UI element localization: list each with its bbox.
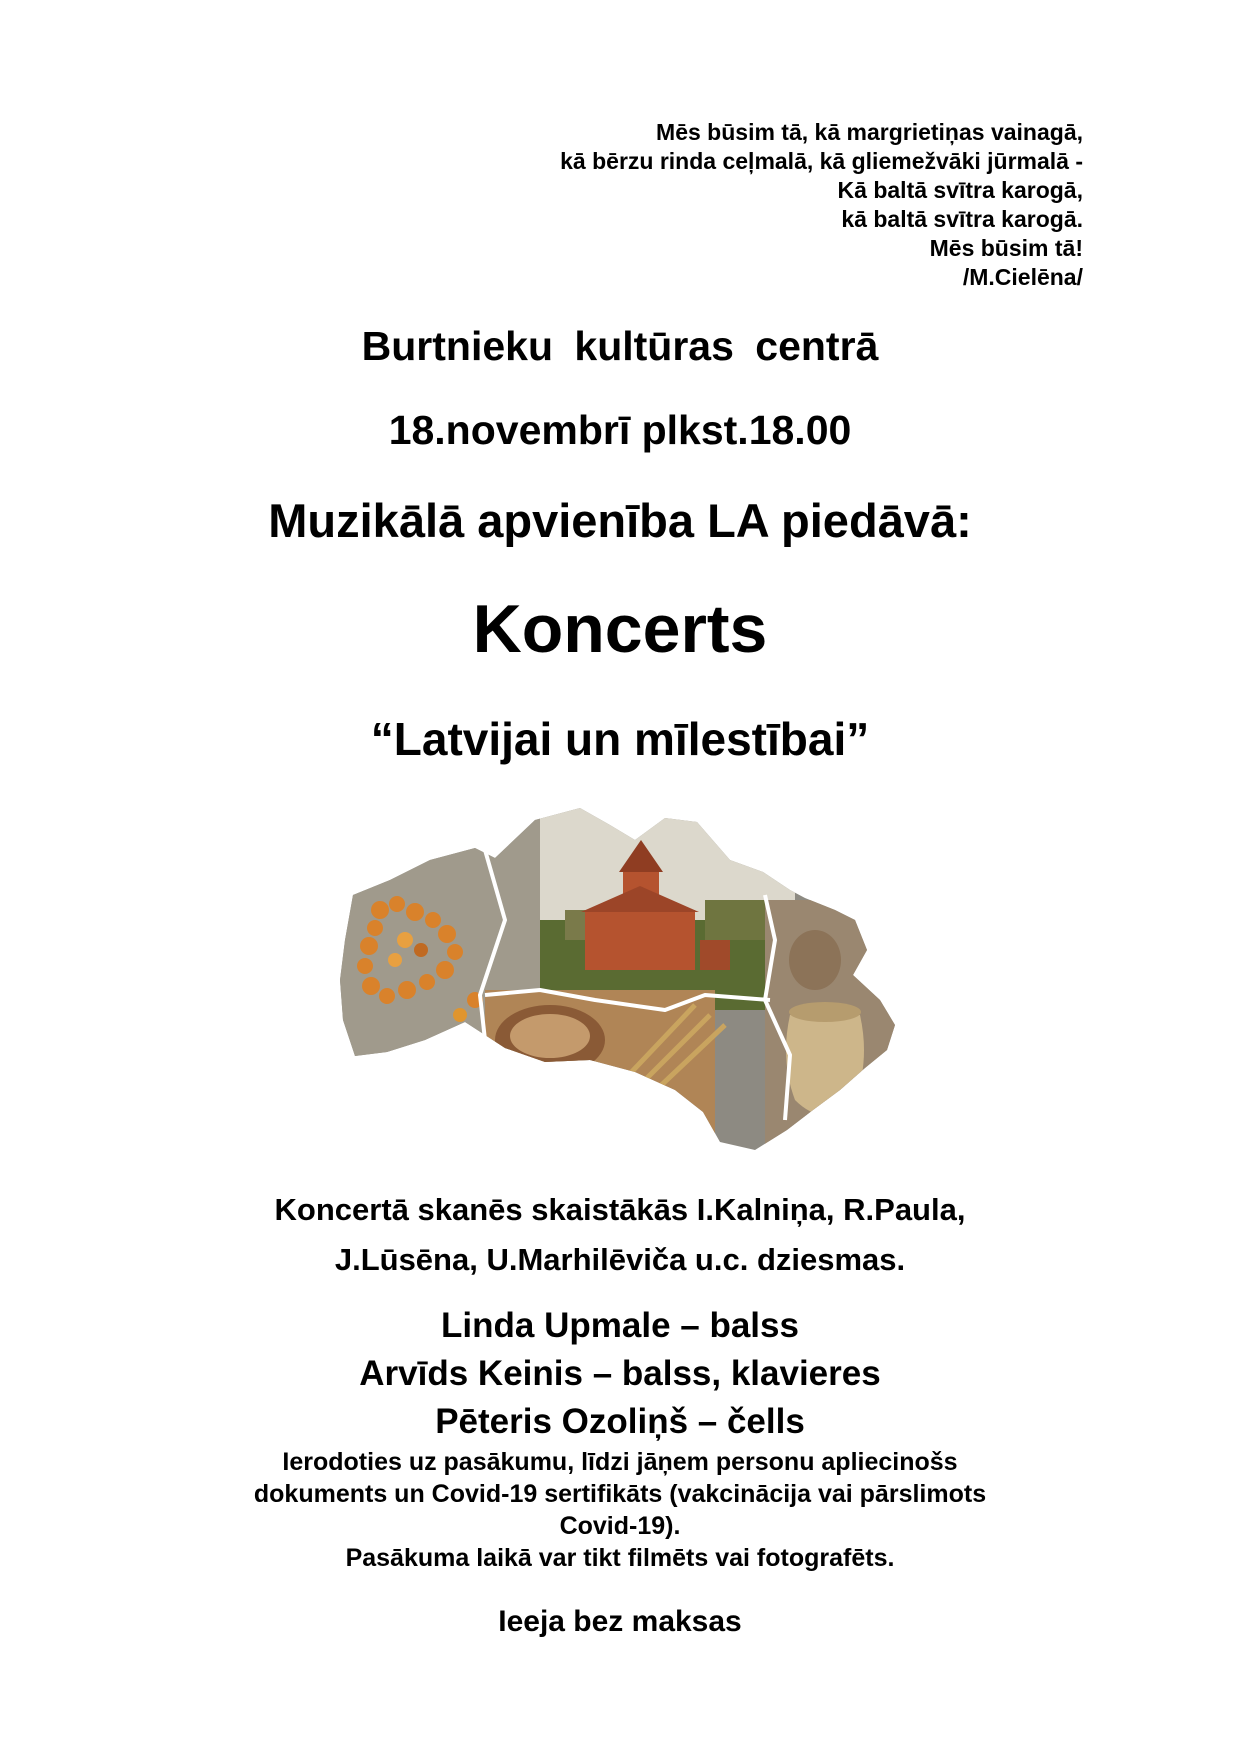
poem-line: Mēs būsim tā, kā margrietiņas vainagā, <box>656 119 1083 145</box>
poem-epigraph <box>560 118 1083 292</box>
poem-line: Kā baltā svītra karogā, <box>837 177 1083 203</box>
poem-author: /M.Cielēna/ <box>962 264 1083 290</box>
performer: Pēteris Ozoliņš – čells <box>435 1402 805 1441</box>
event-subtitle: “Latvijai un mīlestībai” <box>370 713 870 765</box>
venue-line: Burtnieku kultūras centrā <box>361 323 879 369</box>
songs-description <box>0 1185 1240 1285</box>
event-title: Koncerts <box>472 591 768 667</box>
poem-line: kā bērzu rinda ceļmalā, kā gliemežvāki jūrmalā - <box>560 148 1083 174</box>
event-datetime: 18.novembrī plkst.18.00 <box>388 407 852 453</box>
performer: Arvīds Keinis – balss, klavieres <box>359 1354 881 1393</box>
clay-jug <box>786 1015 864 1115</box>
free-entry: Ieeja bez maksas <box>498 1605 742 1638</box>
performer: Linda Upmale – balss <box>441 1306 799 1345</box>
poem-line: kā baltā svītra karogā. <box>841 206 1083 232</box>
songs-line-1: Koncertā skanēs skaistākās I.Kalniņa, R.Paula, <box>274 1192 966 1227</box>
performers-list <box>0 1302 1240 1446</box>
songs-line-2: J.Lūsēna, U.Marhilēviča u.c. dziesmas. <box>334 1242 906 1277</box>
notice-line: Ierodoties uz pasākumu, līdzi jāņem personu apliecinošs <box>282 1448 958 1476</box>
notice-line: Pasākuma laikā var tikt filmēts vai fotografēts. <box>345 1544 895 1572</box>
notice-line: Covid-19). <box>559 1512 681 1540</box>
poem-line: Mēs būsim tā! <box>929 235 1083 261</box>
presenter-line: Muzikālā apvienība LA piedāvā: <box>268 494 972 547</box>
notice-line: dokuments un Covid-19 sertifikāts (vakcinācija vai pārslimots <box>253 1480 987 1508</box>
covid-notice <box>0 1446 1240 1574</box>
latvia-map-collage <box>335 800 935 1160</box>
